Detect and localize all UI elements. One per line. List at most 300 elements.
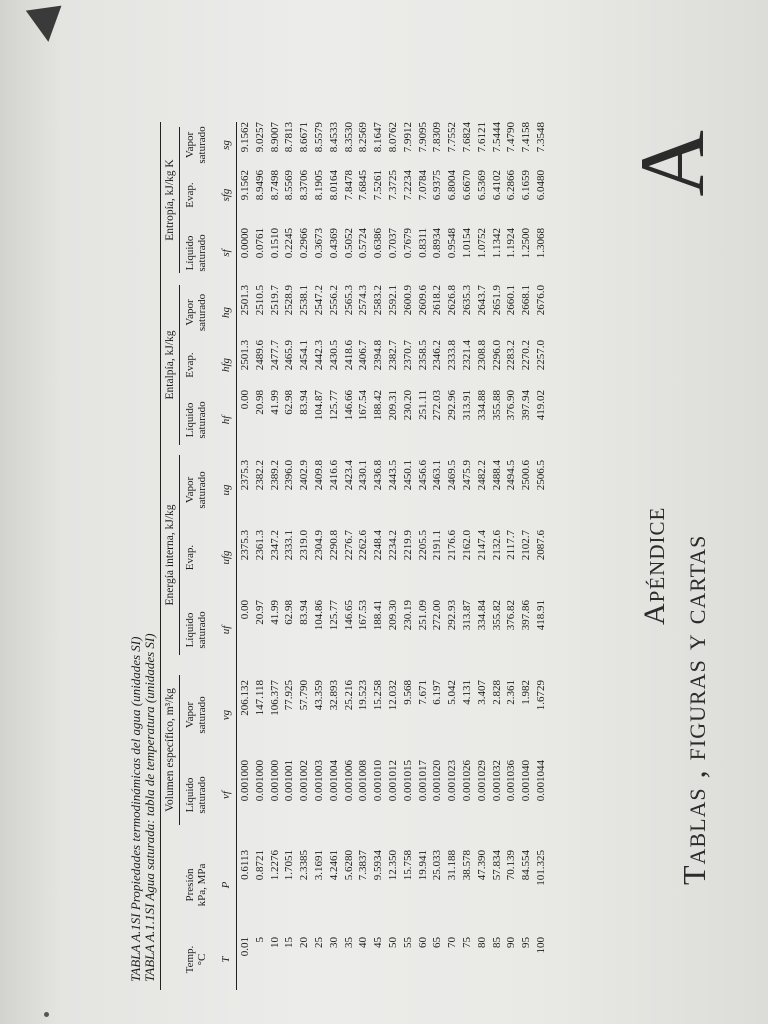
chapter-title: Tablas , figuras y cartas	[676, 534, 712, 885]
table-cell: 2618.2	[431, 285, 444, 316]
table-cell: 2583.2	[372, 285, 385, 316]
column-header: Líquido saturado	[184, 234, 208, 272]
table-cell: 0.001000	[253, 760, 266, 802]
table-cell: 2519.7	[268, 285, 281, 316]
table-cell: 1.982	[520, 680, 533, 705]
table-cell: 9.0257	[253, 122, 266, 153]
table-cell: 6.197	[431, 680, 444, 705]
table-cell: 7.671	[416, 680, 429, 705]
group-volume: Volumen específico, m³/kg	[164, 688, 176, 812]
table-cell: 9.568	[401, 680, 414, 705]
table-cell: 2346.2	[431, 340, 444, 371]
table-cell: 1.2500	[520, 228, 533, 259]
table-cell: 0.7037	[386, 228, 399, 259]
table-cell: 0.001003	[312, 760, 325, 802]
table-row	[356, 122, 371, 990]
table-cell: 2500.6	[520, 460, 533, 491]
steam-table	[124, 122, 680, 990]
table-cell: 2257.0	[534, 340, 547, 371]
group-volume-line	[179, 675, 180, 825]
table-cell: 8.7498	[268, 170, 281, 201]
table-row	[490, 122, 505, 990]
table-cell: 32.893	[327, 680, 340, 711]
table-cell: 355.88	[490, 390, 503, 421]
table-cell: 7.4158	[520, 122, 533, 153]
table-cell: 7.6845	[357, 170, 370, 201]
table-row	[386, 122, 401, 990]
table-cell: 8.9007	[268, 122, 281, 153]
table-cell: 2402.9	[298, 460, 311, 491]
table-cell: 146.65	[342, 600, 355, 631]
table-cell: 4.131	[460, 680, 473, 705]
table-cell: 0.8934	[431, 228, 444, 259]
table-cell: 20.98	[253, 390, 266, 415]
column-symbol: sg	[220, 140, 232, 150]
table-cell: 0.001026	[460, 760, 473, 802]
table-cell: 2643.7	[475, 285, 488, 316]
column-header: Líquido saturado	[184, 611, 208, 649]
table-cell: 376.90	[505, 390, 518, 421]
table-cell: 0.001004	[327, 760, 340, 802]
table-cell: 8.9496	[253, 170, 266, 201]
table-cell: 7.3548	[534, 122, 547, 153]
table-cell: 2382.7	[386, 340, 399, 371]
table-cell: 2482.2	[475, 460, 488, 491]
table-cell: 2668.1	[520, 285, 533, 316]
table-cell: 1.3068	[534, 228, 547, 259]
table-cell: 0.1510	[268, 228, 281, 259]
table-cell: 0.8311	[416, 228, 429, 258]
table-cell: 15	[283, 937, 296, 948]
table-cell: 230.20	[401, 390, 414, 421]
table-cell: 2489.6	[253, 340, 266, 371]
table-cell: 2469.5	[446, 460, 459, 491]
table-cell: 2609.6	[416, 285, 429, 316]
table-cell: 2406.7	[357, 340, 370, 371]
table-cell: 7.9912	[401, 122, 414, 153]
table-cell: 251.11	[416, 390, 429, 420]
table-cell: 7.3837	[357, 850, 370, 881]
table-cell: 7.9095	[416, 122, 429, 153]
table-cell: 15.258	[372, 680, 385, 711]
table-row	[504, 122, 519, 990]
table-cell: 7.7552	[446, 122, 459, 153]
table-cell: 0.001002	[298, 760, 311, 802]
column-header: Líquido saturado	[184, 401, 208, 439]
column-symbol: vg	[220, 709, 232, 721]
table-row	[430, 122, 445, 990]
table-cell: 206.132	[239, 680, 251, 716]
column-symbol: uf	[220, 625, 232, 635]
table-cell: 2248.4	[372, 530, 385, 561]
table-cell: 418.91	[534, 600, 547, 631]
column-symbol: P	[220, 881, 232, 889]
table-cell: 2501.3	[239, 285, 251, 316]
table-cell: 100	[534, 937, 547, 954]
table-cell: 397.94	[520, 390, 533, 421]
table-cell: 62.98	[283, 390, 296, 415]
column-header: Presión kPa, MPa	[184, 863, 208, 907]
table-cell: 2205.5	[416, 530, 429, 561]
table-cell: 1.1924	[505, 228, 518, 259]
table-cell: 0.001000	[268, 760, 281, 802]
table-cell: 20.97	[253, 600, 266, 625]
table-cell: 2494.5	[505, 460, 518, 491]
table-cell: 7.8478	[342, 170, 355, 201]
table-cell: 9.5934	[372, 850, 385, 881]
table-cell: 2450.1	[401, 460, 414, 491]
table-cell: 8.6671	[298, 122, 311, 153]
table-cell: 75	[460, 937, 473, 948]
top-rule	[160, 122, 161, 990]
table-cell: 125.77	[327, 390, 340, 421]
table-cell: 2.3385	[298, 850, 311, 881]
column-symbol: sfg	[220, 188, 232, 202]
table-cell: 4.2461	[327, 850, 340, 881]
table-cell: 50	[386, 937, 399, 948]
table-title: TABLA A.1SI Propiedades termodinámicas del agua (unidades SI)	[128, 636, 143, 982]
table-cell: 12.350	[386, 850, 399, 881]
table-row	[268, 122, 283, 990]
column-header: Vapor saturado	[184, 126, 208, 164]
table-row	[342, 122, 357, 990]
table-cell: 0.001000	[239, 760, 251, 802]
table-cell: 2.828	[490, 680, 503, 705]
table-cell: 2463.1	[431, 460, 444, 491]
table-cell: 2676.0	[534, 285, 547, 316]
table-cell: 10	[268, 937, 281, 948]
table-cell: 8.7813	[283, 122, 296, 153]
table-cell: 2375.3	[239, 460, 251, 491]
table-cell: 47.390	[475, 850, 488, 881]
table-cell: 106.377	[268, 680, 281, 716]
table-cell: 55	[401, 937, 414, 948]
table-cell: 2147.4	[475, 530, 488, 561]
table-cell: 25.033	[431, 850, 444, 881]
table-cell: 8.3706	[298, 170, 311, 201]
table-cell: 77.925	[283, 680, 296, 711]
table-cell: 376.82	[505, 600, 518, 631]
table-cell: 104.87	[312, 390, 325, 421]
table-cell: 8.5569	[283, 170, 296, 201]
table-cell: 2102.7	[520, 530, 533, 561]
column-symbol: ug	[220, 484, 232, 496]
header-rule	[236, 122, 237, 990]
table-cell: 2430.1	[357, 460, 370, 491]
group-entropy: Entropía, kJ/kg K	[164, 159, 176, 241]
table-cell: 0.001032	[490, 760, 503, 802]
table-cell: 1.0752	[475, 228, 488, 259]
table-cell: 41.99	[268, 390, 281, 415]
table-cell: 6.1659	[520, 170, 533, 201]
table-cell: 2283.2	[505, 340, 518, 371]
table-cell: 0.001008	[357, 760, 370, 802]
table-cell: 2456.6	[416, 460, 429, 491]
table-cell: 2191.1	[431, 530, 444, 561]
table-cell: 5.042	[446, 680, 459, 705]
table-row	[416, 122, 431, 990]
table-cell: 83.94	[298, 600, 311, 625]
table-cell: 0.00	[239, 390, 251, 410]
table-cell: 2219.9	[401, 530, 414, 561]
table-cell: 167.54	[357, 390, 370, 421]
column-symbol: T	[220, 956, 232, 963]
table-cell: 0.001036	[505, 760, 518, 802]
table-cell: 8.1905	[312, 170, 325, 201]
table-row	[445, 122, 460, 990]
table-cell: 2394.8	[372, 340, 385, 371]
table-row	[297, 122, 312, 990]
table-cell: 31.188	[446, 850, 459, 881]
table-cell: 146.66	[342, 390, 355, 421]
table-cell: 1.7051	[283, 850, 296, 881]
column-header: Líquido saturado	[184, 776, 208, 814]
table-cell: 40	[357, 937, 370, 948]
table-cell: 2333.8	[446, 340, 459, 371]
table-cell: 2574.3	[357, 285, 370, 316]
table-cell: 57.834	[490, 850, 503, 881]
table-cell: 2409.8	[312, 460, 325, 491]
table-cell: 6.6670	[460, 170, 473, 201]
table-cell: 0.01	[239, 937, 251, 957]
table-cell: 0.001020	[431, 760, 444, 802]
column-symbol: vf	[220, 791, 232, 799]
table-cell: 251.09	[416, 600, 429, 631]
table-cell: 2308.8	[475, 340, 488, 371]
table-cell: 2.361	[505, 680, 518, 705]
table-cell: 6.9375	[431, 170, 444, 201]
table-cell: 0.001001	[283, 760, 296, 802]
table-cell: 2592.1	[386, 285, 399, 316]
table-cell: 6.2866	[505, 170, 518, 201]
table-cell: 0.7679	[401, 228, 414, 259]
table-cell: 2117.7	[505, 530, 518, 560]
table-cell: 272.03	[431, 390, 444, 421]
table-cell: 3.1691	[312, 850, 325, 881]
table-cell: 2347.2	[268, 530, 281, 561]
table-body	[238, 122, 549, 990]
table-cell: 2475.9	[460, 460, 473, 491]
column-header: Vapor saturado	[184, 696, 208, 734]
table-cell: 0.001017	[416, 760, 429, 802]
table-cell: 104.86	[312, 600, 325, 631]
table-cell: 8.5579	[312, 122, 325, 153]
table-cell: 209.30	[386, 600, 399, 631]
table-cell: 167.53	[357, 600, 370, 631]
table-cell: 188.41	[372, 600, 385, 631]
column-symbol: ufg	[220, 550, 232, 565]
table-cell: 15.758	[401, 850, 414, 881]
table-cell: 2333.1	[283, 530, 296, 561]
table-cell: 292.96	[446, 390, 459, 421]
table-cell: 334.84	[475, 600, 488, 631]
table-cell: 313.87	[460, 600, 473, 631]
table-cell: 2418.6	[342, 340, 355, 371]
table-cell: 2319.0	[298, 530, 311, 561]
table-cell: 2262.6	[357, 530, 370, 561]
table-cell: 2443.5	[386, 460, 399, 491]
table-cell: 8.4533	[327, 122, 340, 153]
table-cell: 60	[416, 937, 429, 948]
table-cell: 38.578	[460, 850, 473, 881]
table-cell: 7.3725	[386, 170, 399, 201]
table-cell: 45	[372, 937, 385, 948]
table-row	[460, 122, 475, 990]
table-cell: 0.001044	[534, 760, 547, 802]
table-cell: 0.001015	[401, 760, 414, 802]
table-row	[312, 122, 327, 990]
table-cell: 2132.6	[490, 530, 503, 561]
table-cell: 0.8721	[253, 850, 266, 881]
table-cell: 0.6113	[239, 850, 251, 880]
corner-mark	[26, 6, 66, 45]
column-header: Vapor saturado	[184, 293, 208, 332]
table-cell: 80	[475, 937, 488, 948]
table-cell: 2510.5	[253, 285, 266, 316]
table-cell: 6.4102	[490, 170, 503, 201]
table-cell: 25.216	[342, 680, 355, 711]
table-cell: 272.00	[431, 600, 444, 631]
chapter-label: Apéndice	[638, 506, 671, 625]
table-cell: 2477.7	[268, 340, 281, 371]
table-cell: 6.8004	[446, 170, 459, 201]
table-cell: 2396.0	[283, 460, 296, 491]
table-cell: 2423.4	[342, 460, 355, 491]
table-cell: 2176.6	[446, 530, 459, 561]
table-cell: 209.31	[386, 390, 399, 421]
table-cell: 2436.8	[372, 460, 385, 491]
table-cell: 292.93	[446, 600, 459, 631]
table-cell: 2162.0	[460, 530, 473, 561]
table-cell: 230.19	[401, 600, 414, 631]
table-cell: 2389.2	[268, 460, 281, 491]
scan-speck	[44, 1012, 49, 1017]
table-cell: 2375.3	[239, 530, 251, 561]
table-cell: 2506.5	[534, 460, 547, 491]
table-cell: 2270.2	[520, 340, 533, 371]
table-row	[519, 122, 534, 990]
table-row	[371, 122, 386, 990]
table-cell: 2454.1	[298, 340, 311, 371]
table-cell: 8.0164	[327, 170, 340, 201]
table-cell: 70.139	[505, 850, 518, 881]
table-cell: 8.1647	[372, 122, 385, 153]
table-cell: 1.2276	[268, 850, 281, 881]
column-symbol: hfg	[220, 357, 232, 373]
column-header: Vapor saturado	[184, 471, 208, 509]
table-cell: 355.82	[490, 600, 503, 631]
table-cell: 2488.4	[490, 460, 503, 491]
table-cell: 313.91	[460, 390, 473, 421]
table-cell: 25	[312, 937, 325, 948]
table-cell: 2528.9	[283, 285, 296, 316]
table-cell: 2296.0	[490, 340, 503, 371]
table-cell: 12.032	[386, 680, 399, 711]
table-cell: 8.3530	[342, 122, 355, 153]
table-row	[238, 122, 253, 990]
table-cell: 2321.4	[460, 340, 473, 371]
table-cell: 7.6824	[460, 122, 473, 153]
table-cell: 9.1562	[239, 122, 251, 153]
table-cell: 7.8309	[431, 122, 444, 153]
table-cell: 3.407	[475, 680, 488, 705]
column-header: Evap.	[184, 544, 196, 571]
table-cell: 0.001012	[386, 760, 399, 802]
table-cell: 7.5261	[372, 170, 385, 201]
table-cell: 2442.3	[312, 340, 325, 371]
table-cell: 2635.3	[460, 285, 473, 316]
chapter-letter: A	[621, 130, 723, 197]
table-cell: 0.001040	[520, 760, 533, 802]
table-cell: 0.6386	[372, 228, 385, 259]
table-cell: 43.359	[312, 680, 325, 711]
table-subtitle: TABLA A.1.1SI Agua saturada: tabla de temperatura (unidades SI)	[142, 633, 157, 982]
table-cell: 95	[520, 937, 533, 948]
table-cell: 2416.6	[327, 460, 340, 491]
column-header: Temp. °C	[184, 945, 208, 974]
table-cell: 1.0154	[460, 228, 473, 259]
table-cell: 1.6729	[534, 680, 547, 711]
group-entropy-line	[179, 127, 180, 273]
table-cell: 35	[342, 937, 355, 948]
table-cell: 0.2966	[298, 228, 311, 259]
table-cell: 0.5052	[342, 228, 355, 259]
table-cell: 1.1342	[490, 228, 503, 259]
table-cell: 2651.9	[490, 285, 503, 316]
table-cell: 8.0762	[386, 122, 399, 153]
table-cell: 90	[505, 937, 518, 948]
table-cell: 0.001010	[372, 760, 385, 802]
table-cell: 2556.2	[327, 285, 340, 316]
table-cell: 0.5724	[357, 228, 370, 259]
table-cell: 70	[446, 937, 459, 948]
table-cell: 0.001023	[446, 760, 459, 802]
table-cell: 0.0761	[253, 228, 266, 259]
table-cell: 2361.3	[253, 530, 266, 561]
table-cell: 2276.7	[342, 530, 355, 561]
table-cell: 7.0784	[416, 170, 429, 201]
group-enthalpy: Entalpía, kJ/kg	[164, 330, 176, 400]
table-cell: 7.4790	[505, 122, 518, 153]
table-cell: 2290.8	[327, 530, 340, 561]
table-cell: 125.77	[327, 600, 340, 631]
table-cell: 101.325	[534, 850, 547, 886]
table-cell: 2660.1	[505, 285, 518, 316]
table-cell: 65	[431, 937, 444, 948]
table-cell: 2234.2	[386, 530, 399, 561]
table-cell: 9.1562	[239, 170, 251, 201]
table-cell: 2087.6	[534, 530, 547, 561]
group-energy: Energía interna, kJ/kg	[164, 504, 176, 606]
table-cell: 5.6280	[342, 850, 355, 881]
table-cell: 85	[490, 937, 503, 948]
table-row	[253, 122, 268, 990]
column-symbol: sf	[220, 249, 232, 257]
table-cell: 8.2569	[357, 122, 370, 153]
table-cell: 2304.9	[312, 530, 325, 561]
table-cell: 41.99	[268, 600, 281, 625]
table-cell: 83.94	[298, 390, 311, 415]
table-cell: 188.42	[372, 390, 385, 421]
table-cell: 0.001029	[475, 760, 488, 802]
column-header: Evap.	[184, 182, 196, 208]
table-cell: 2501.3	[239, 340, 251, 371]
column-symbol: hg	[220, 307, 232, 318]
table-row	[475, 122, 490, 990]
table-cell: 2626.8	[446, 285, 459, 316]
table-cell: 147.118	[253, 680, 266, 716]
table-cell: 6.0480	[534, 170, 547, 201]
